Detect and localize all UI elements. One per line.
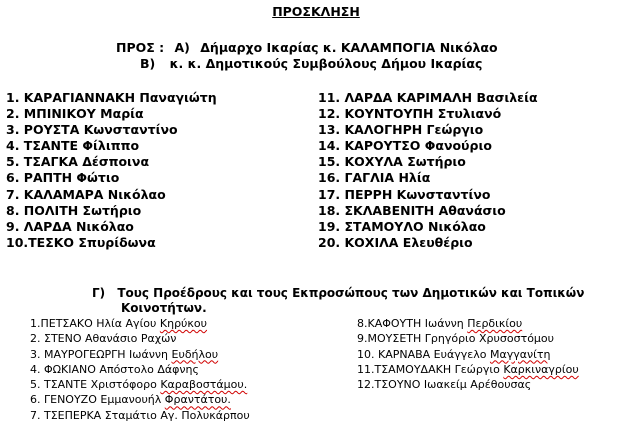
presidents-right-list xyxy=(357,316,579,392)
councillor-item: 9. ΛΑΡΔΑ Νικόλαο xyxy=(6,218,134,234)
section-g-text: Τους Προέδρους και τους Εκπροσώπους των Δημοτικών και Τοπικών xyxy=(117,286,585,300)
president-item xyxy=(30,316,250,331)
president-name: 4. ΦΩΚΙΑΝΟ Απόστολο xyxy=(30,362,158,376)
recipient-b-label: Β) xyxy=(140,56,156,71)
community-name: Αρέθουσας xyxy=(470,378,532,392)
councillor-item: 4. ΤΣΑΝΤΕ Φίλιππο xyxy=(6,138,140,154)
president-item xyxy=(30,362,250,377)
community-name: Δάφνης xyxy=(157,362,199,376)
councillor-item: 17. ΠΕΡΡΗ Κωνσταντίνο xyxy=(318,186,491,202)
community-name: Αγ. Πολυκάρπου xyxy=(160,408,250,422)
councillor-item: 15. ΚΟΧΥΛΑ Σωτήριο xyxy=(318,154,466,170)
president-item xyxy=(30,347,250,362)
president-name: 2. ΣΤΕΝΟ Αθανάσιο xyxy=(30,332,141,346)
president-item xyxy=(357,347,579,362)
councillor-item: 14. ΚΑΡΟΥΤΣΟ Φανούριο xyxy=(318,138,492,154)
councillor-item: 19. ΣΤΑΜΟΥΛΟ Νικόλαο xyxy=(318,218,486,234)
section-g-line1 xyxy=(92,286,584,300)
councillor-item: 6. ΡΑΠΤΗ Φώτιο xyxy=(6,170,120,186)
councillor-item: 20. ΚΟΧΙΛΑ Ελευθέριο xyxy=(318,234,473,250)
president-name: 11.ΤΣΑΜΟΥΔΑΚΗ Γεώργιο xyxy=(357,362,504,376)
president-item xyxy=(30,377,250,392)
community-name: Ραχών xyxy=(140,332,177,346)
councillor-item: 18. ΣΚΛΑΒΕΝΙΤΗ Αθανάσιο xyxy=(318,202,506,218)
president-item xyxy=(30,392,250,407)
councillor-item: 13. ΚΑΛΟΓΗΡΗ Γεώργιο xyxy=(318,122,484,138)
community-name: Καρκιναγρίου xyxy=(503,362,579,376)
recipient-b-text: κ. κ. Δημοτικούς Συμβούλους Δήμου Ικαρίας xyxy=(169,56,483,71)
community-name: Ευδήλου xyxy=(171,347,219,361)
document-title: ΠΡΟΣΚΛΗΣΗ xyxy=(272,4,360,19)
councillor-item: 5. ΤΣΑΓΚΑ Δέσποινα xyxy=(6,154,150,170)
community-name: Φραντάτου. xyxy=(164,393,231,407)
recipient-a-label: Α) xyxy=(174,40,190,55)
councillor-item: 3. ΡΟΥΣΤΑ Κωνσταντίνο xyxy=(6,122,178,138)
councillor-item: 1. ΚΑΡΑΓΙΑΝΝΑΚΗ Παναγιώτη xyxy=(6,90,217,105)
community-name: Καραβοστάμου. xyxy=(160,378,248,392)
recipient-prefix: ΠΡΟΣ : xyxy=(116,40,165,55)
president-name: 3. ΜΑΥΡΟΓΕΩΡΓΗ Ιωάννη xyxy=(30,347,172,361)
recipient-a-text: Δήμαρχο Ικαρίας κ. ΚΑΛΑΜΠΟΓΙΑ Νικόλαο xyxy=(200,40,498,55)
president-name: 6. ΓΕΝΟΥΖΟ Εμμανουήλ xyxy=(30,393,165,407)
recipient-b-line xyxy=(140,56,482,71)
community-name: Κηρύκου xyxy=(159,317,208,330)
councillor-item: 10.ΤΕΣΚΟ Σπυρίδωνα xyxy=(6,234,156,250)
president-item xyxy=(357,331,579,346)
councillor-item: 7. ΚΑΛΑΜΑΡΑ Νικόλαο xyxy=(6,186,166,202)
community-name: Μαγγανίτη xyxy=(489,347,551,361)
councillor-item: 12. ΚΟΥΝΤΟΥΠΗ Στυλιανό xyxy=(318,106,502,122)
president-name: 8.ΚΑΦΟΥΤΗ Ιωάννη xyxy=(357,317,468,330)
president-item xyxy=(30,408,250,423)
recipient-a-line xyxy=(116,40,498,55)
president-item xyxy=(357,316,579,331)
president-item xyxy=(30,331,250,346)
president-name: 9.ΜΟΥΣΕΤΗ Γρηγόριο xyxy=(357,332,480,346)
president-name: 7. ΤΣΕΠΕΡΚΑ Σταμάτιο xyxy=(30,408,161,422)
councillor-item: 8. ΠΟΛΙΤΗ Σωτήριο xyxy=(6,202,142,218)
community-name: Περδικίου xyxy=(467,317,523,330)
president-name: 10. ΚΑΡΝΑΒΑ Ευάγγελο xyxy=(357,347,490,361)
councillors-right-list xyxy=(318,90,538,251)
community-name: Χρυσοστόμου xyxy=(479,332,555,346)
presidents-left-list xyxy=(30,316,250,423)
councillor-item: 2. ΜΠΙΝΙΚΟΥ Μαρία xyxy=(6,106,144,122)
president-item xyxy=(357,362,579,377)
councillor-item: 16. ΓΑΓΛΙΑ Ηλία xyxy=(318,170,431,186)
president-name: 5. ΤΣΑΝΤΕ Χριστόφορο xyxy=(30,378,161,392)
councillor-item: 11. ΛΑΡΔΑ ΚΑΡΙΜΑΛΗ Βασιλεία xyxy=(318,90,538,105)
section-g-label: Γ) xyxy=(92,286,106,300)
section-g-line2: Κοινοτήτων. xyxy=(121,301,207,315)
president-name: 1.ΠΕΤΣΑΚΟ Ηλία Αγίου xyxy=(30,317,160,330)
councillors-left-list xyxy=(6,90,217,251)
president-item xyxy=(357,377,579,392)
president-name: 12.ΤΣΟΥΝΟ Ιωακείμ xyxy=(357,378,471,392)
